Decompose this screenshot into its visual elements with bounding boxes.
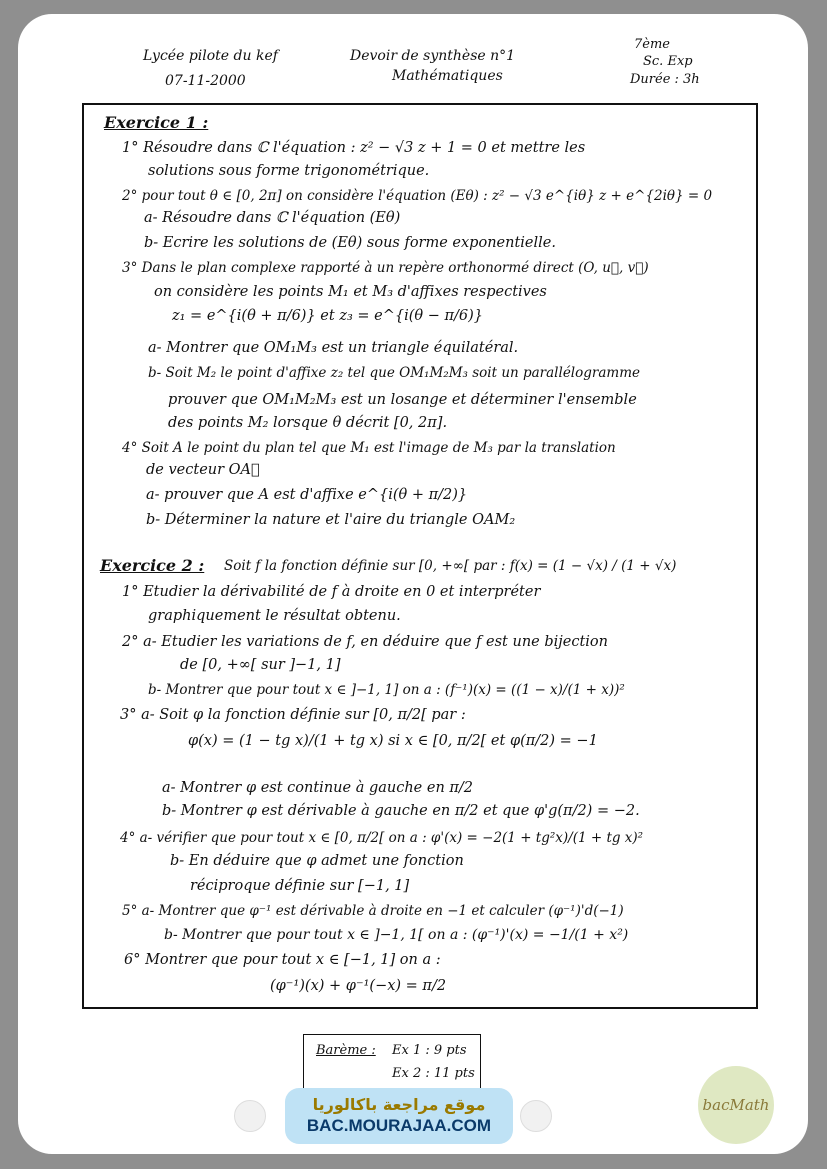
ex1-line: des points M₂ lorsque θ décrit [0, 2π]. (168, 415, 448, 431)
ex1-line: solutions sous forme trigonométrique. (148, 163, 430, 179)
site-seal-right (520, 1100, 552, 1132)
ex2-line: (φ⁻¹)(x) + φ⁻¹(−x) = π/2 (270, 978, 447, 994)
banner-arabic: موقع مراجعة باكالوريا (312, 1095, 486, 1114)
class-level: 7ème (634, 37, 670, 52)
ex2-line: 1° Etudier la dérivabilité de f à droite en 0 et interpréter (122, 584, 541, 600)
exercise1-title: Exercice 1 : (104, 113, 209, 132)
ex1-line: prouver que OM₁M₂M₃ est un losange et déterminer l'ensemble (168, 392, 637, 408)
ex1-line: a- prouver que A est d'affixe e^{i(θ + π/2)} (146, 487, 468, 503)
exam-title: Devoir de synthèse n°1 (350, 48, 516, 64)
ex2-line: b- Montrer que pour tout x ∈ ]−1, 1[ on a : (φ⁻¹)'(x) = −1/(1 + x²) (164, 927, 629, 943)
ex2-line: b- Montrer que pour tout x ∈ ]−1, 1] on a : (f⁻¹)(x) = ((1 − x)/(1 + x))² (148, 682, 625, 698)
ex2-line: 5° a- Montrer que φ⁻¹ est dérivable à droite en −1 et calculer (φ⁻¹)'d(−1) (122, 903, 624, 919)
exam-subject: Mathématiques (392, 68, 503, 84)
ex2-line: réciproque définie sur [−1, 1] (190, 878, 410, 894)
ex1-line: de vecteur OA⃗ (146, 462, 260, 478)
ex2-line: 2° a- Etudier les variations de f, en déduire que f est une bijection (122, 634, 609, 650)
ex2-line: φ(x) = (1 − tg x)/(1 + tg x) si x ∈ [0, π/2[ et φ(π/2) = −1 (188, 733, 598, 749)
exercise-frame (82, 103, 758, 1009)
ex1-line: 1° Résoudre dans ℂ l'équation : z² − √3 z + 1 = 0 et mettre les (122, 140, 586, 156)
ex2-line: graphiquement le résultat obtenu. (148, 608, 401, 624)
ex1-line: b- Soit M₂ le point d'affixe z₂ tel que OM₁M₂M₃ soit un parallélogramme (148, 365, 640, 381)
school-name: Lycée pilote du kef (143, 48, 278, 64)
ex1-line: b- Déterminer la nature et l'aire du triangle OAM₂ (146, 512, 516, 528)
banner-site-link[interactable]: BAC.MOURAJAA.COM (306, 1116, 492, 1135)
ex1-line: on considère les points M₁ et M₃ d'affixes respectives (154, 284, 547, 300)
ex2-line: b- Montrer φ est dérivable à gauche en π/2 et que φ'g(π/2) = −2. (162, 803, 640, 819)
bacmath-logo: bacMath (698, 1066, 774, 1144)
bareme-ex1: Ex 1 : 9 pts (392, 1043, 467, 1058)
ex2-line: 4° a- vérifier que pour tout x ∈ [0, π/2[ on a : φ'(x) = −2(1 + tg²x)/(1 + tg x)² (120, 830, 644, 846)
section: Sc. Exp (643, 54, 693, 69)
ex2-line: 3° a- Soit φ la fonction définie sur [0, π/2[ par : (120, 707, 466, 723)
ex1-line: b- Ecrire les solutions de (Eθ) sous forme exponentielle. (144, 235, 556, 251)
duration: Durée : 3h (630, 72, 700, 87)
ex2-line: a- Montrer φ est continue à gauche en π/2 (162, 780, 474, 796)
ex1-line: 3° Dans le plan complexe rapporté à un repère orthonormé direct (O, u⃗, v⃗) (122, 260, 649, 276)
exercise2-intro: Soit f la fonction définie sur [0, +∞[ par : f(x) = (1 − √x) / (1 + √x) (224, 558, 677, 574)
site-seal-left (234, 1100, 266, 1132)
exercise2-title: Exercice 2 : (100, 556, 205, 575)
exam-date: 07-11-2000 (165, 73, 246, 89)
ex2-line: 6° Montrer que pour tout x ∈ [−1, 1] on a : (124, 952, 441, 968)
bareme-label: Barème : (316, 1043, 376, 1058)
ex1-line: 2° pour tout θ ∈ [0, 2π] on considère l'équation (Eθ) : z² − √3 e^{iθ} z + e^{2iθ} = 0 (122, 188, 713, 204)
ex1-line: a- Résoudre dans ℂ l'équation (Eθ) (144, 210, 401, 226)
ex2-line: b- En déduire que φ admet une fonction (170, 853, 464, 869)
site-banner[interactable] (285, 1088, 513, 1144)
ex2-line: de [0, +∞[ sur ]−1, 1] (180, 657, 341, 673)
bareme-box (303, 1034, 481, 1092)
ex1-line: 4° Soit A le point du plan tel que M₁ est l'image de M₃ par la translation (122, 440, 616, 456)
ex1-line: a- Montrer que OM₁M₃ est un triangle équilatéral. (148, 340, 519, 356)
bareme-ex2: Ex 2 : 11 pts (392, 1066, 475, 1081)
ex1-line: z₁ = e^{i(θ + π/6)} et z₃ = e^{i(θ − π/6)} (172, 308, 484, 324)
